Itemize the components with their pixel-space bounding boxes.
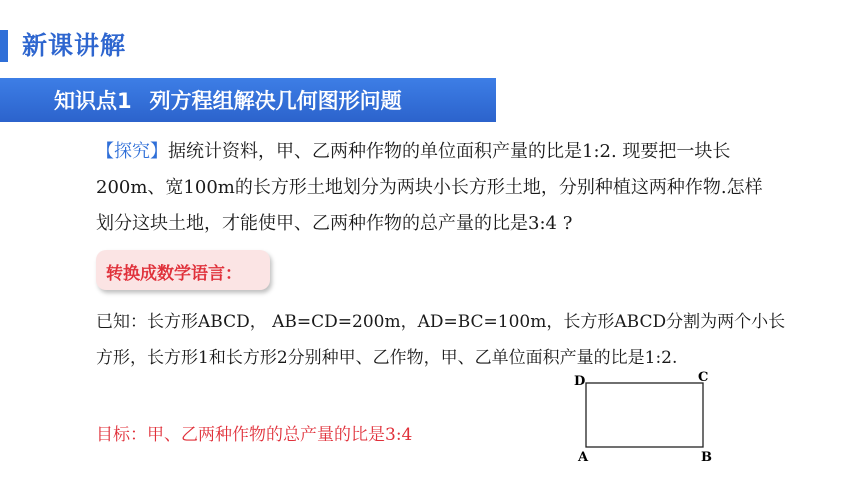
rectangle-diagram: [568, 366, 728, 470]
vertex-a-label: A: [578, 450, 589, 465]
known-paragraph: 已知：长方形ABCD， AB=CD=200m，AD=BC=100m，长方形ABCD分割为两个小长方形，长方形1和长方形2分别种甲、乙作物，甲、乙单位面积产量的比是1:2.: [96, 312, 786, 368]
topic-label: 知识点1: [54, 89, 132, 113]
explore-text: 据统计资料，甲、乙两种作物的单位面积产量的比是1:2. 现要把一块长200m、宽100m的长方形土地划分为两块小长方形土地，分别种植这两种作物.怎样划分这块土地，才能使甲、乙两种作物的总产量的比是3:4 ?: [96, 141, 763, 234]
vertex-d-label: D: [574, 374, 586, 389]
translate-label: 转换成数学语言：: [106, 264, 242, 284]
explore-tag: 【探究】: [96, 141, 168, 162]
section-title: 新课讲解: [22, 31, 127, 60]
vertex-b-label: B: [701, 450, 712, 465]
explore-paragraph: [96, 134, 776, 242]
topic-title: 列方程组解决几何图形问题: [149, 89, 402, 113]
rectangle-abcd: [586, 383, 703, 447]
goal-text: 目标：甲、乙两种作物的总产量的比是3:4: [96, 425, 413, 445]
vertex-c-label: C: [698, 370, 709, 385]
translate-callout: [96, 250, 270, 290]
section-accent-bar: [0, 30, 8, 62]
topic-banner-text: [54, 85, 402, 115]
topic-banner: [0, 78, 496, 122]
